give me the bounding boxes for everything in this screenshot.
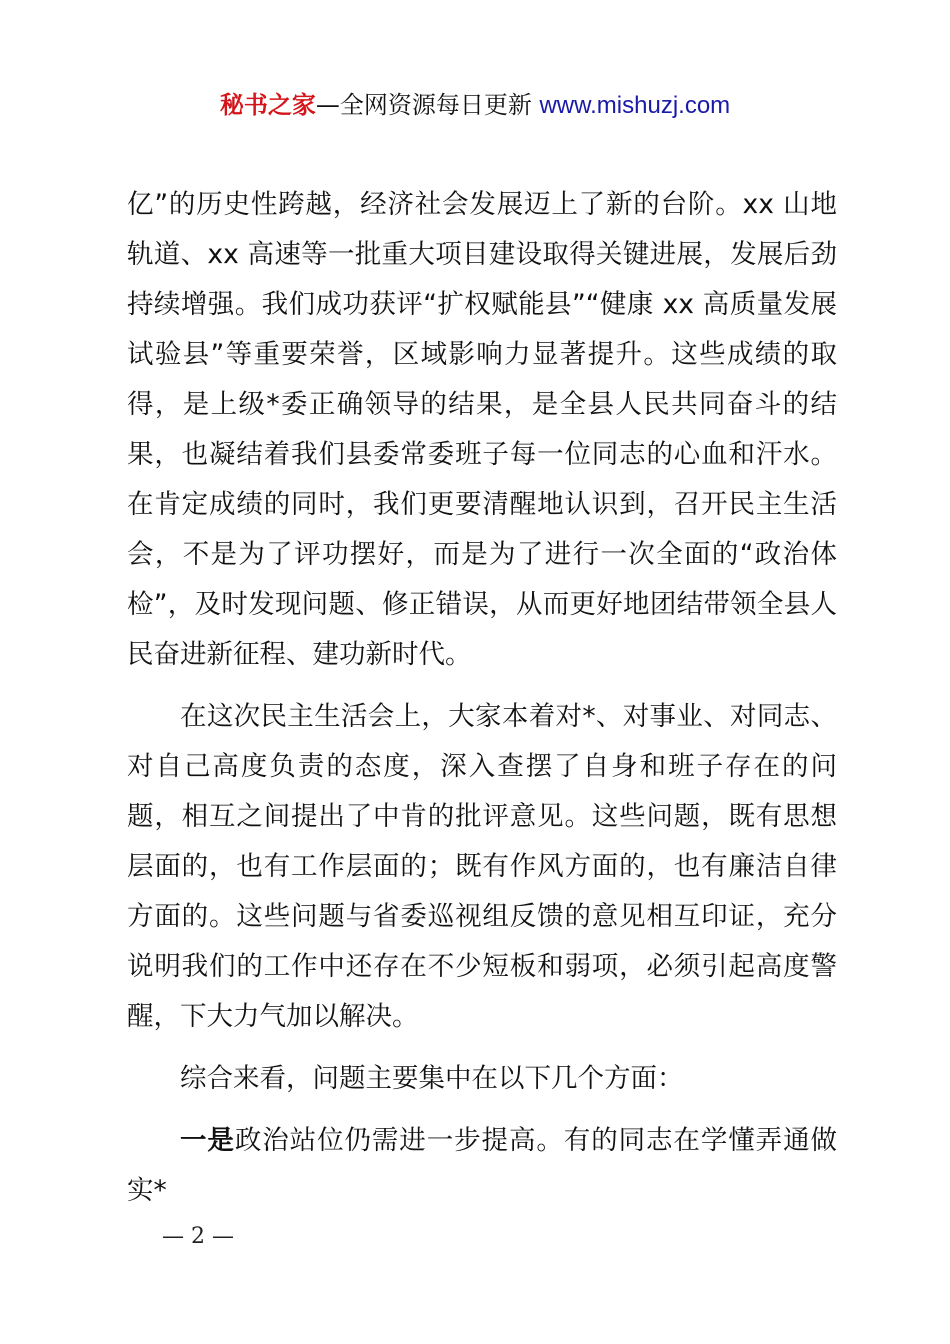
point-one-text: 政治站位仍需进一步提高。有的同志在学懂弄通做实* — [127, 1125, 838, 1206]
header-url[interactable]: www.mishuzj.com — [539, 92, 731, 119]
paragraph-summary: 综合来看，问题主要集中在以下几个方面： — [180, 1063, 684, 1094]
document-header — [0, 88, 950, 123]
page-number: — 2 — — [162, 1224, 234, 1249]
paragraph-achievements: 亿”的历史性跨越，经济社会发展迈上了新的台阶。xx 山地轨道、xx 高速等一批重大项目建设取得关键进展，发展后劲持续增强。我们成功获评“扩权赋能县”“健康 xx 高质量发展试验县”等重要荣誉，区域影响力显著提升。这些成绩的取得，是上级*委正确领导的结果，是全县人民共同奋斗的结果，也凝结着我们县委常委班子每一位同志的心血和汗水。在肯定成绩的同时，我们更要清醒地认识到，召开民主生活会，不是为了评功摆好，而是为了进行一次全面的“政治体检”，及时发现问题、修正错误，从而更好地团结带领全县人民奋进新征程、建功新时代。 — [127, 189, 837, 670]
paragraph-meeting-review: 在这次民主生活会上，大家本着对*、对事业、对同志、对自己高度负责的态度，深入查摆了自身和班子存在的问题，相互之间提出了中肯的批评意见。这些问题，既有思想层面的，也有工作层面的；既有作风方面的，也有廉洁自律方面的。这些问题与省委巡视组反馈的意见相互印证，充分说明我们的工作中还存在不少短板和弱项，必须引起高度警醒，下大力气加以解决。 — [127, 701, 837, 1032]
brand-name: 秘书之家 — [219, 91, 316, 119]
document-body — [127, 180, 837, 1216]
point-one-lead: 一是 — [180, 1125, 235, 1156]
paragraph-point-one — [127, 1116, 837, 1216]
header-slogan: —全网资源每日更新 — [315, 91, 540, 119]
